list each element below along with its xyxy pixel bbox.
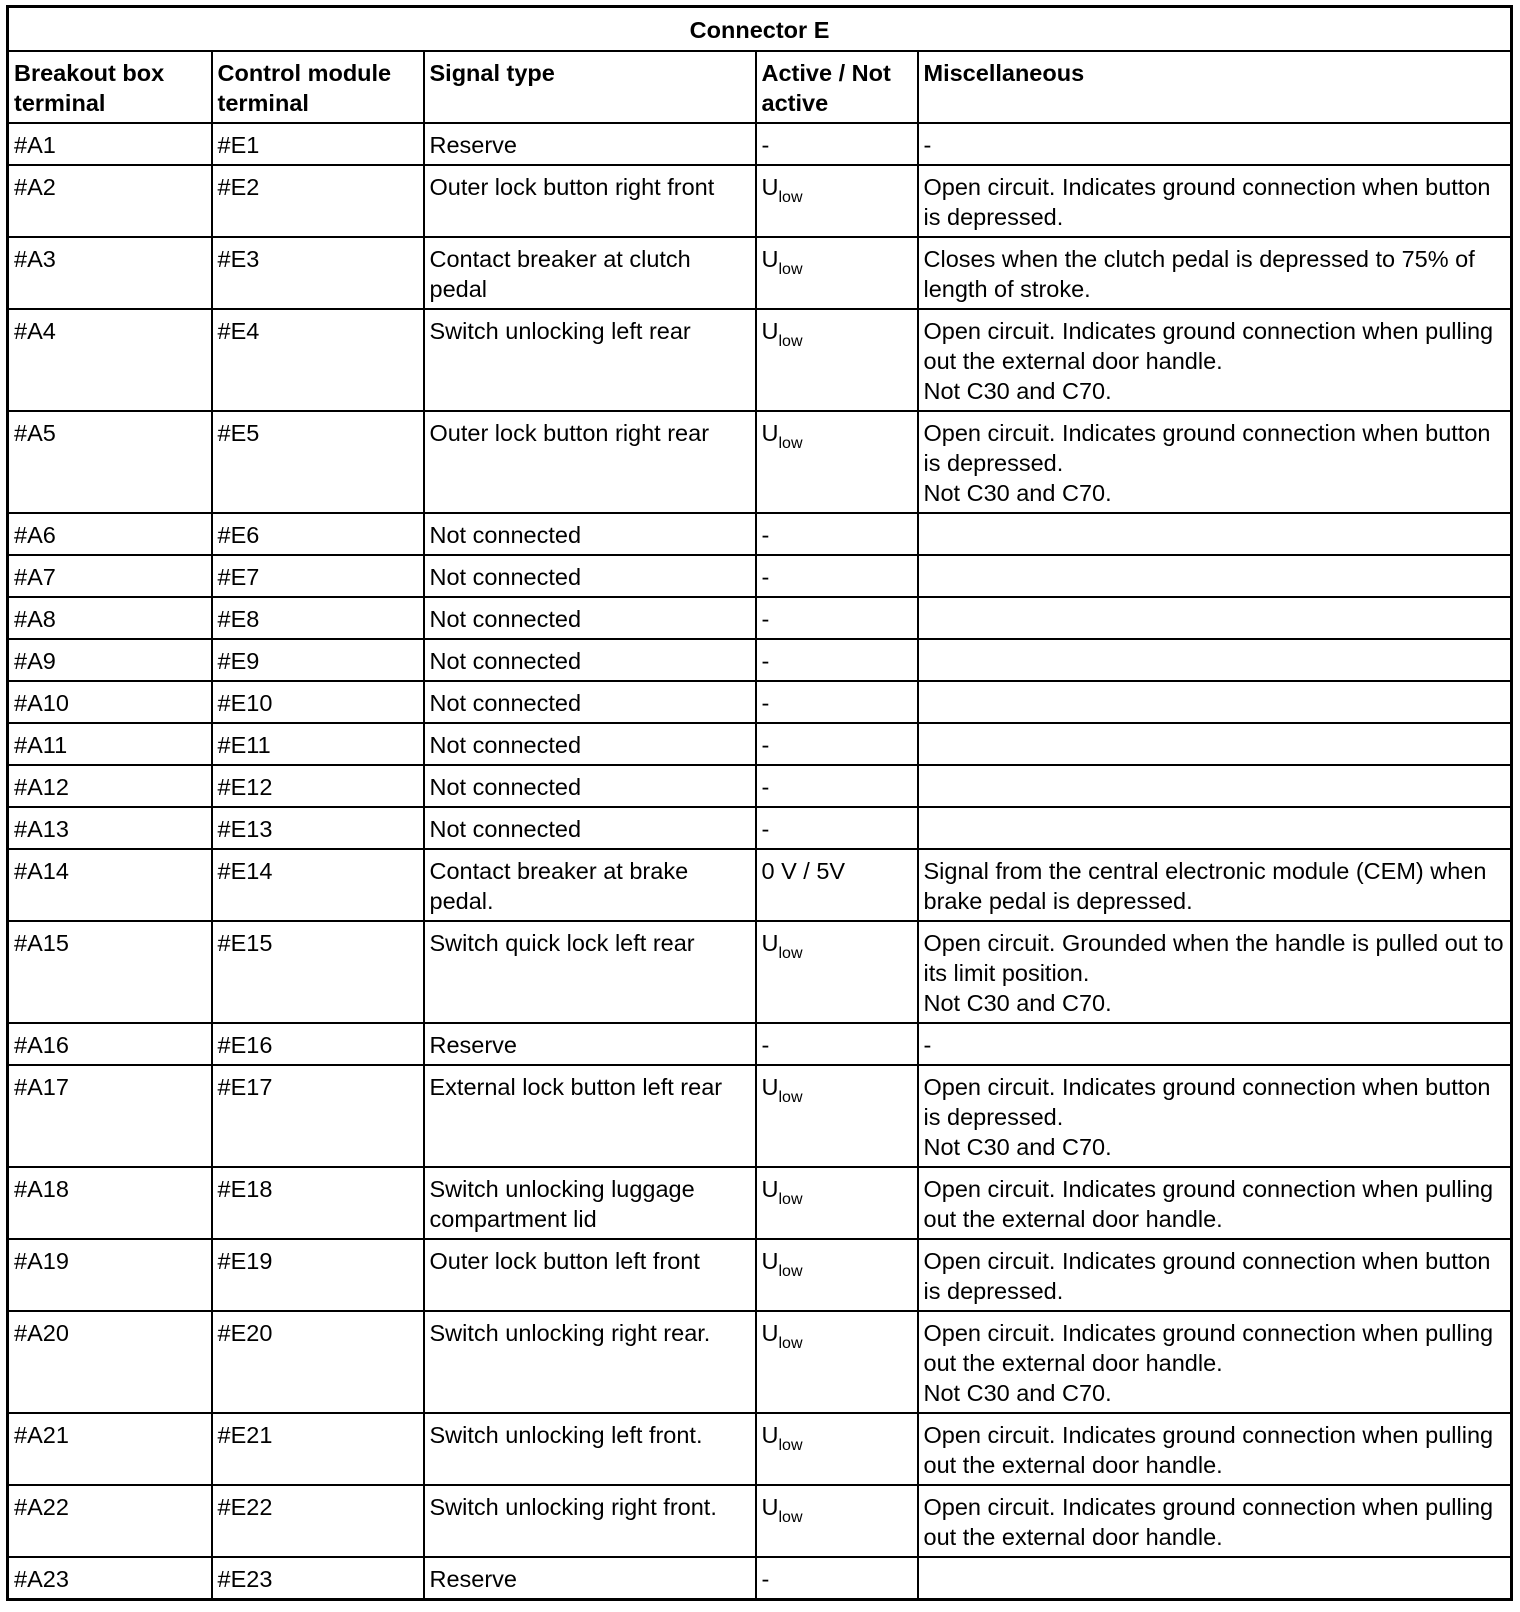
- breakout-box-terminal-cell: #A21: [8, 1413, 212, 1485]
- table-row: [8, 723, 1512, 765]
- active-state-cell: [756, 681, 918, 723]
- active-state-cell: [756, 1311, 918, 1413]
- active-state-cell: [756, 765, 918, 807]
- breakout-box-terminal-cell: #A9: [8, 639, 212, 681]
- table-row: [8, 1023, 1512, 1065]
- active-state-value: U: [761, 174, 779, 200]
- breakout-box-terminal-cell: #A6: [8, 513, 212, 555]
- active-state-value: U: [761, 1320, 779, 1346]
- miscellaneous-line: [924, 730, 1508, 760]
- control-module-terminal-cell: #E1: [212, 123, 424, 165]
- signal-type-cell: Contact breaker at brake pedal.: [424, 849, 756, 921]
- control-module-terminal-cell: #E16: [212, 1023, 424, 1065]
- table-title-row: [8, 7, 1512, 52]
- control-module-terminal-cell: #E4: [212, 309, 424, 411]
- active-state-value: U: [761, 1074, 779, 1100]
- control-module-terminal-cell: #E10: [212, 681, 424, 723]
- table-row: [8, 921, 1512, 1023]
- table-row: [8, 237, 1512, 309]
- control-module-terminal-cell: #E19: [212, 1239, 424, 1311]
- active-state-subscript: low: [778, 1335, 803, 1352]
- control-module-terminal-cell: #E2: [212, 165, 424, 237]
- signal-type-cell: Switch quick lock left rear: [424, 921, 756, 1023]
- table-row: [8, 1557, 1512, 1600]
- table-row: [8, 1311, 1512, 1413]
- header-signal-type: Signal type: [424, 51, 756, 123]
- control-module-terminal-cell: #E3: [212, 237, 424, 309]
- active-state-cell: [756, 237, 918, 309]
- active-state-subscript: low: [778, 1263, 803, 1280]
- signal-type-cell: Not connected: [424, 765, 756, 807]
- table-row: [8, 165, 1512, 237]
- active-state-value: U: [761, 1494, 779, 1520]
- breakout-box-terminal-cell: #A19: [8, 1239, 212, 1311]
- breakout-box-terminal-cell: #A16: [8, 1023, 212, 1065]
- miscellaneous-line: Not C30 and C70.: [923, 1134, 1112, 1160]
- signal-type-cell: Reserve: [424, 1023, 756, 1065]
- miscellaneous-cell: [918, 1485, 1512, 1557]
- table-row: [8, 309, 1512, 411]
- miscellaneous-cell: [918, 165, 1512, 237]
- breakout-box-terminal-cell: #A13: [8, 807, 212, 849]
- signal-type-cell: Not connected: [424, 681, 756, 723]
- miscellaneous-line: Open circuit. Indicates ground connection when pulling out the external door handle.: [923, 1422, 1494, 1478]
- miscellaneous-cell: [918, 1557, 1512, 1600]
- active-state-subscript: low: [778, 1191, 803, 1208]
- miscellaneous-cell: [918, 639, 1512, 681]
- table-row: [8, 1413, 1512, 1485]
- miscellaneous-line: Open circuit. Indicates ground connection when button is depressed.: [923, 174, 1491, 230]
- signal-type-cell: Switch unlocking right front.: [424, 1485, 756, 1557]
- active-state-cell: [756, 309, 918, 411]
- breakout-box-terminal-cell: #A22: [8, 1485, 212, 1557]
- active-state-cell: [756, 1167, 918, 1239]
- active-state-subscript: low: [778, 435, 803, 452]
- signal-type-cell: Not connected: [424, 597, 756, 639]
- miscellaneous-cell: [918, 123, 1512, 165]
- control-module-terminal-cell: #E9: [212, 639, 424, 681]
- signal-type-cell: Outer lock button right rear: [424, 411, 756, 513]
- table-row: [8, 1485, 1512, 1557]
- active-state-cell: [756, 723, 918, 765]
- control-module-terminal-cell: #E21: [212, 1413, 424, 1485]
- control-module-terminal-cell: #E12: [212, 765, 424, 807]
- miscellaneous-line: Not C30 and C70.: [923, 1380, 1112, 1406]
- control-module-terminal-cell: #E18: [212, 1167, 424, 1239]
- active-state-value: -: [761, 690, 770, 716]
- miscellaneous-line: Open circuit. Indicates ground connection when pulling out the external door handle.: [923, 1176, 1494, 1232]
- active-state-value: U: [761, 318, 779, 344]
- miscellaneous-line: Open circuit. Indicates ground connection when pulling out the external door handle.: [923, 1494, 1494, 1550]
- signal-type-cell: Reserve: [424, 1557, 756, 1600]
- active-state-subscript: low: [778, 261, 803, 278]
- signal-type-cell: Not connected: [424, 723, 756, 765]
- miscellaneous-cell: [918, 1239, 1512, 1311]
- miscellaneous-line: [924, 604, 1508, 634]
- breakout-box-terminal-cell: #A7: [8, 555, 212, 597]
- active-state-cell: [756, 411, 918, 513]
- table-body: [8, 123, 1512, 1600]
- table-row: [8, 681, 1512, 723]
- active-state-value: U: [761, 246, 779, 272]
- miscellaneous-cell: [918, 1413, 1512, 1485]
- header-breakout-box-terminal: Breakout box terminal: [8, 51, 212, 123]
- breakout-box-terminal-cell: #A11: [8, 723, 212, 765]
- breakout-box-terminal-cell: #A18: [8, 1167, 212, 1239]
- miscellaneous-cell: [918, 411, 1512, 513]
- signal-type-cell: External lock button left rear: [424, 1065, 756, 1167]
- miscellaneous-cell: [918, 1065, 1512, 1167]
- miscellaneous-cell: [918, 597, 1512, 639]
- active-state-cell: [756, 123, 918, 165]
- table-row: [8, 411, 1512, 513]
- miscellaneous-cell: [918, 921, 1512, 1023]
- signal-type-cell: Not connected: [424, 555, 756, 597]
- miscellaneous-line: [924, 520, 1508, 550]
- breakout-box-terminal-cell: #A1: [8, 123, 212, 165]
- active-state-subscript: low: [778, 1437, 803, 1454]
- miscellaneous-cell: [918, 1023, 1512, 1065]
- active-state-cell: [756, 1065, 918, 1167]
- miscellaneous-line: [924, 1564, 1508, 1594]
- active-state-cell: [756, 513, 918, 555]
- breakout-box-terminal-cell: #A8: [8, 597, 212, 639]
- table-row: [8, 123, 1512, 165]
- miscellaneous-cell: [918, 1167, 1512, 1239]
- miscellaneous-line: Not C30 and C70.: [923, 378, 1112, 404]
- active-state-value: -: [761, 732, 770, 758]
- table-row: [8, 555, 1512, 597]
- active-state-value: -: [761, 522, 770, 548]
- signal-type-cell: Not connected: [424, 513, 756, 555]
- miscellaneous-line: Open circuit. Grounded when the handle is pulled out to its limit position.: [923, 930, 1504, 986]
- breakout-box-terminal-cell: #A3: [8, 237, 212, 309]
- table-header-row: [8, 51, 1512, 123]
- breakout-box-terminal-cell: #A20: [8, 1311, 212, 1413]
- miscellaneous-line: Open circuit. Indicates ground connection when button is depressed.: [923, 1074, 1491, 1130]
- signal-type-cell: Not connected: [424, 807, 756, 849]
- connector-e-table: [6, 5, 1513, 1601]
- active-state-cell: [756, 639, 918, 681]
- control-module-terminal-cell: #E14: [212, 849, 424, 921]
- miscellaneous-line: [924, 814, 1508, 844]
- miscellaneous-line: [924, 688, 1508, 718]
- active-state-cell: [756, 1239, 918, 1311]
- miscellaneous-line: Open circuit. Indicates ground connection when button is depressed.: [923, 1248, 1491, 1304]
- active-state-value: -: [761, 606, 770, 632]
- miscellaneous-cell: [918, 309, 1512, 411]
- control-module-terminal-cell: #E8: [212, 597, 424, 639]
- miscellaneous-line: Open circuit. Indicates ground connection when pulling out the external door handle.: [923, 318, 1494, 374]
- miscellaneous-line: Not C30 and C70.: [923, 480, 1112, 506]
- table-row: [8, 849, 1512, 921]
- miscellaneous-line: Not C30 and C70.: [923, 990, 1112, 1016]
- control-module-terminal-cell: #E17: [212, 1065, 424, 1167]
- miscellaneous-line: Open circuit. Indicates ground connection when pulling out the external door handle.: [923, 1320, 1494, 1376]
- signal-type-cell: Outer lock button right front: [424, 165, 756, 237]
- breakout-box-terminal-cell: #A14: [8, 849, 212, 921]
- control-module-terminal-cell: #E15: [212, 921, 424, 1023]
- active-state-value: 0 V / 5V: [761, 858, 846, 884]
- active-state-cell: [756, 597, 918, 639]
- active-state-value: U: [761, 1176, 779, 1202]
- header-control-module-terminal: Control module terminal: [212, 51, 424, 123]
- breakout-box-terminal-cell: #A12: [8, 765, 212, 807]
- miscellaneous-cell: [918, 849, 1512, 921]
- active-state-value: U: [761, 930, 779, 956]
- control-module-terminal-cell: #E5: [212, 411, 424, 513]
- control-module-terminal-cell: #E7: [212, 555, 424, 597]
- table-title: Connector E: [8, 7, 1512, 52]
- active-state-subscript: low: [778, 333, 803, 350]
- active-state-cell: [756, 1557, 918, 1600]
- breakout-box-terminal-cell: #A17: [8, 1065, 212, 1167]
- miscellaneous-line: Closes when the clutch pedal is depressed to 75% of length of stroke.: [923, 246, 1475, 302]
- active-state-cell: [756, 1023, 918, 1065]
- control-module-terminal-cell: #E11: [212, 723, 424, 765]
- active-state-value: -: [761, 1566, 770, 1592]
- breakout-box-terminal-cell: #A2: [8, 165, 212, 237]
- miscellaneous-line: -: [923, 1032, 932, 1058]
- signal-type-cell: Switch unlocking left front.: [424, 1413, 756, 1485]
- miscellaneous-line: [924, 772, 1508, 802]
- miscellaneous-line: [924, 646, 1508, 676]
- active-state-value: -: [761, 1032, 770, 1058]
- table-row: [8, 639, 1512, 681]
- control-module-terminal-cell: #E13: [212, 807, 424, 849]
- miscellaneous-line: -: [923, 132, 932, 158]
- connector-table-container: [6, 5, 1510, 1601]
- header-active-not-active: Active / Not active: [756, 51, 918, 123]
- active-state-value: -: [761, 564, 770, 590]
- active-state-cell: [756, 1485, 918, 1557]
- miscellaneous-cell: [918, 1311, 1512, 1413]
- breakout-box-terminal-cell: #A5: [8, 411, 212, 513]
- miscellaneous-line: [924, 562, 1508, 592]
- table-row: [8, 1167, 1512, 1239]
- active-state-subscript: low: [778, 1089, 803, 1106]
- active-state-cell: [756, 807, 918, 849]
- active-state-value: -: [761, 132, 770, 158]
- active-state-value: -: [761, 648, 770, 674]
- active-state-value: -: [761, 774, 770, 800]
- table-row: [8, 1239, 1512, 1311]
- table-row: [8, 765, 1512, 807]
- control-module-terminal-cell: #E6: [212, 513, 424, 555]
- signal-type-cell: Outer lock button left front: [424, 1239, 756, 1311]
- miscellaneous-cell: [918, 237, 1512, 309]
- active-state-value: U: [761, 1422, 779, 1448]
- control-module-terminal-cell: #E20: [212, 1311, 424, 1413]
- active-state-value: -: [761, 816, 770, 842]
- header-miscellaneous: Miscellaneous: [918, 51, 1512, 123]
- active-state-value: U: [761, 420, 779, 446]
- active-state-cell: [756, 1413, 918, 1485]
- control-module-terminal-cell: #E22: [212, 1485, 424, 1557]
- active-state-cell: [756, 921, 918, 1023]
- miscellaneous-cell: [918, 807, 1512, 849]
- breakout-box-terminal-cell: #A15: [8, 921, 212, 1023]
- signal-type-cell: Switch unlocking luggage compartment lid: [424, 1167, 756, 1239]
- signal-type-cell: Not connected: [424, 639, 756, 681]
- active-state-cell: [756, 165, 918, 237]
- miscellaneous-line: Open circuit. Indicates ground connection when button is depressed.: [923, 420, 1491, 476]
- active-state-subscript: low: [778, 945, 803, 962]
- miscellaneous-cell: [918, 765, 1512, 807]
- signal-type-cell: Switch unlocking left rear: [424, 309, 756, 411]
- signal-type-cell: Reserve: [424, 123, 756, 165]
- breakout-box-terminal-cell: #A4: [8, 309, 212, 411]
- active-state-cell: [756, 555, 918, 597]
- control-module-terminal-cell: #E23: [212, 1557, 424, 1600]
- signal-type-cell: Switch unlocking right rear.: [424, 1311, 756, 1413]
- active-state-cell: [756, 849, 918, 921]
- active-state-subscript: low: [778, 1509, 803, 1526]
- table-row: [8, 513, 1512, 555]
- miscellaneous-cell: [918, 723, 1512, 765]
- table-row: [8, 597, 1512, 639]
- miscellaneous-cell: [918, 681, 1512, 723]
- table-row: [8, 1065, 1512, 1167]
- signal-type-cell: Contact breaker at clutch pedal: [424, 237, 756, 309]
- table-row: [8, 807, 1512, 849]
- active-state-subscript: low: [778, 189, 803, 206]
- active-state-value: U: [761, 1248, 779, 1274]
- breakout-box-terminal-cell: #A10: [8, 681, 212, 723]
- miscellaneous-cell: [918, 513, 1512, 555]
- breakout-box-terminal-cell: #A23: [8, 1557, 212, 1600]
- miscellaneous-cell: [918, 555, 1512, 597]
- miscellaneous-line: Signal from the central electronic module (CEM) when brake pedal is depressed.: [923, 858, 1487, 914]
